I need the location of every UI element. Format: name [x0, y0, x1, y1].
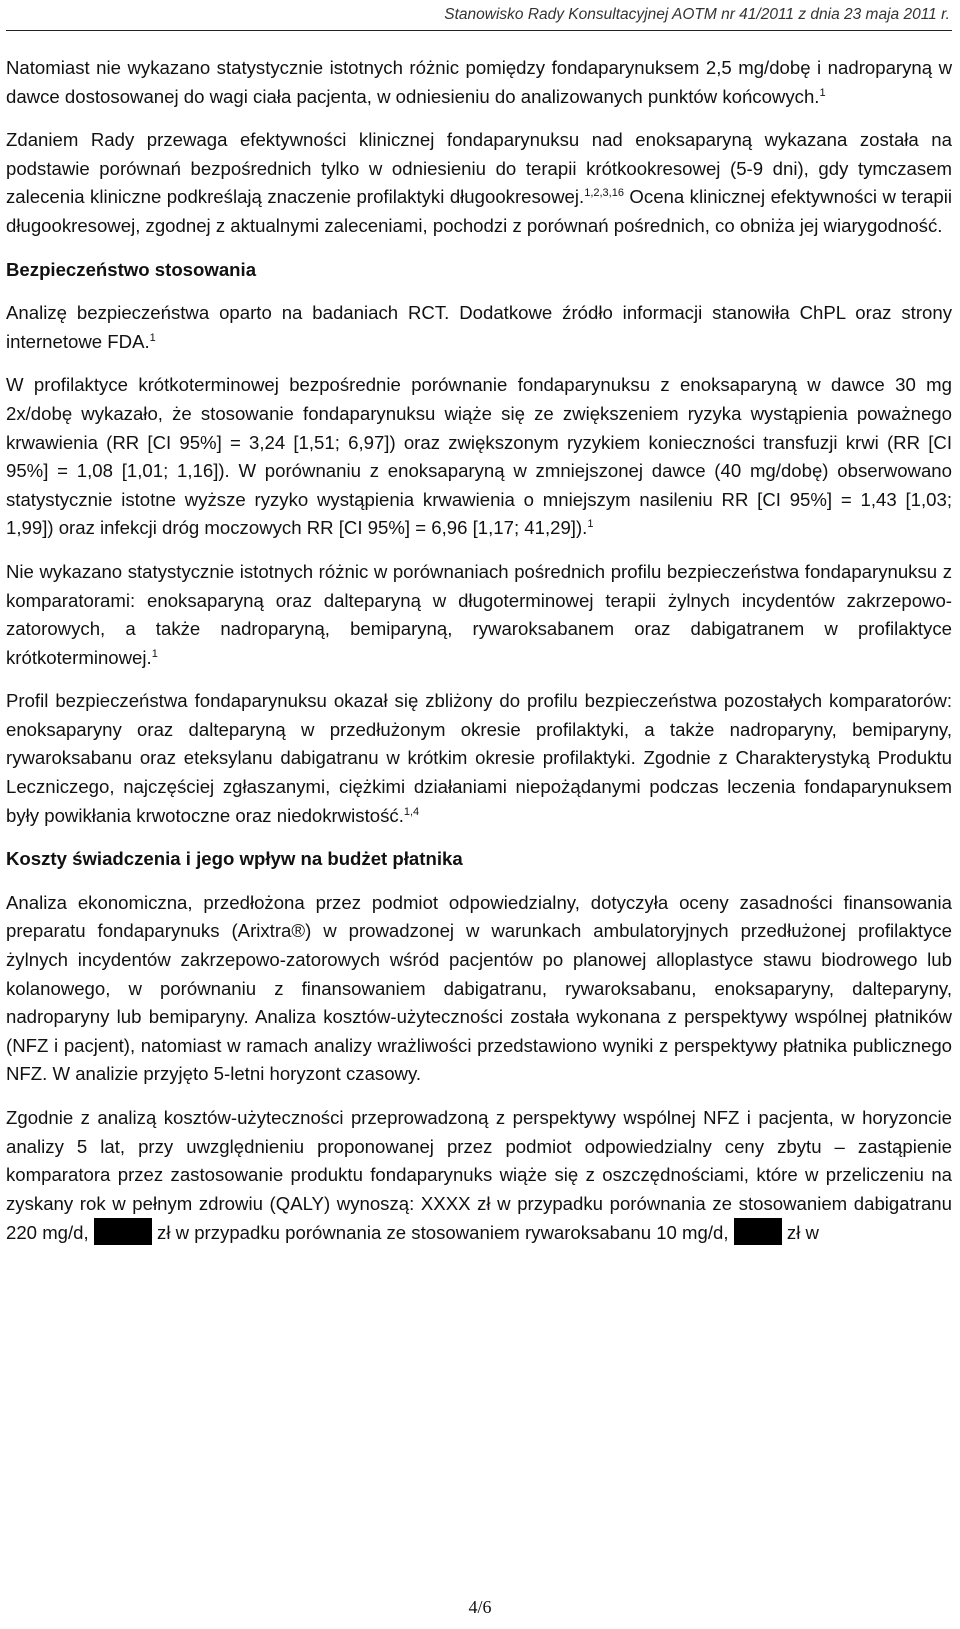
- footnote-ref: 1,4: [403, 805, 420, 818]
- document-body: [6, 54, 952, 1263]
- paragraph-cost-utility: Zgodnie z analizą kosztów-użyteczności przeprowadzoną z perspektywy wspólnej NFZ i pacjenta, w horyzoncie analizy 5 lat, przy uwzględnieniu proponowanej przez podmiot odpowiedzialny ceny zbytu – zastąpienie komparatora przez zastosowanie produktu fondaparynuks wiąże się z oszczędnościami, które w przeliczeniu na zyskany rok w pełnym zdrowiu (QALY) wynoszą: XXXX zł w przypadku porównania ze stosowaniem dabigatranu 220 mg/d, zł w przypadku porównania ze stosowaniem rywaroksabanu 10 mg/d, zł w: [6, 1107, 952, 1244]
- redaction-block: [734, 1218, 782, 1245]
- footnote-ref: 1: [819, 86, 826, 99]
- redaction-block: [94, 1218, 152, 1245]
- header-rule: [6, 30, 952, 31]
- footnote-ref: 1: [151, 647, 158, 660]
- paragraph-economic-analysis: Analiza ekonomiczna, przedłożona przez podmiot odpowiedzialny, dotyczyła oceny zasadności finansowania preparatu fondaparynuks (Arixtra®) w prowadzonej w warunkach ambulatoryjnych przedłużonej profilaktyce żylnych incydentów zakrzepowo-zatorowych wśród pacjentów po planowej alloplastyce stawu biodrowego lub kolanowego, w porównaniu z finansowaniem dabigatranu, rywaroksabanu, enoksaparyny, dalteparyny, nadroparyny lub bemiparyny. Analiza kosztów-użyteczności została wykonana z perspektywy wspólnej płatników (NFZ i pacjent), natomiast w ramach analizy wrażliwości przedstawiono wyniki z perspektywy płatnika publicznego NFZ. W analizie przyjęto 5-letni horyzont czasowy.: [6, 891, 952, 1085]
- section-heading-safety: Bezpieczeństwo stosowania: [6, 258, 257, 280]
- paragraph-safety-profile: Profil bezpieczeństwa fondaparynuksu okazał się zbliżony do profilu bezpieczeństwa pozostałych komparatorów: enoksaparyny oraz dalteparyną w przedłużonym okresie profilaktyki, a także nadroparyny, bemiparyny, rywaroksabanu oraz eteksylanu dabigatranu w krótkim okresie profilaktyki. Zgodnie z Charakterystyką Produktu Leczniczego, najczęściej zgłaszanymi, ciężkimi działaniami niepożądanymi podczas leczenia fondaparynuksem były powikłania krwotoczne oraz niedokrwistość.$^{1,4}$: [6, 690, 952, 826]
- paragraph-council-opinion: Zdaniem Rady przewaga efektywności klinicznej fondaparynuksu nad enoksaparyną wykazana została na podstawie porównań bezpośrednich tylko w odniesieniu do terapii krótkookresowej (5-9 dni), gdy tymczasem zalecenia kliniczne podkreślają znaczenie profilaktyki długookresowej.$^{1,2,3,16}$ Ocena klinicznej efektywności w terapii długookresowej, zgodnej z aktualnymi zaleceniami, pochodzi z porównań pośrednich, co obniża jej wiarygodność.: [6, 129, 953, 236]
- footnote-ref: 1: [149, 331, 156, 344]
- footnote-ref: 1: [587, 518, 594, 531]
- paragraph-safety-sources: Analizę bezpieczeństwa oparto na badaniach RCT. Dodatkowe źródło informacji stanowiła ChPL oraz strony internetowe FDA.$^1$: [6, 302, 952, 352]
- page-number: 4/6: [468, 1597, 492, 1617]
- paragraph-indirect-comparisons: Nie wykazano statystycznie istotnych różnic w porównaniach pośrednich profilu bezpieczeństwa fondaparynuksu z komparatorami: enoksaparyną oraz dalteparyną w długoterminowej terapii żylnych incydentów zakrzepowo-zatorowych, a także nadroparyną, bemiparyną, rywaroksabanem oraz dabigatranem w profilaktyce krótkoterminowej.$^1$: [6, 560, 952, 668]
- section-heading-costs: Koszty świadczenia i jego wpływ na budżet płatnika: [6, 848, 463, 870]
- running-header: Stanowisko Rady Konsultacyjnej AOTM nr 41/2011 z dnia 23 maja 2011 r.: [444, 6, 950, 23]
- paragraph-no-difference: Natomiast nie wykazano statystycznie istotnych różnic pomiędzy fondaparynuksem 2,5 mg/dobę i nadroparyną w dawce dostosowanej do wagi ciała pacjenta, w odniesieniu do analizowanych punktów końcowych.$^1$: [6, 57, 952, 107]
- footnote-ref: 1,2,3,16: [584, 187, 624, 200]
- paragraph-short-term-prophylaxis: W profilaktyce krótkoterminowej bezpośrednie porównanie fondaparynuksu z enoksaparyną w dawce 30 mg 2x/dobę wykazało, że stosowanie fondaparynuksu wiąże się ze zwiększeniem ryzyka wystąpienia poważnego krwawienia (RR [CI 95%] = 3,24 [1,51; 6,97]) oraz zwiększonym ryzykiem konieczności transfuzji krwi (RR [CI 95%] = 1,08 [1,01; 1,16]). W porównaniu z enoksaparyną w zmniejszonej dawce (40 mg/dobę) obserwowano statystycznie istotne wyższe ryzyko wystąpienia krwawienia o mniejszym nasileniu RR [CI 95%] = 1,43 [1,03; 1,99]) oraz infekcji dróg moczowych RR [CI 95%] = 6,96 [1,17; 41,29]).$^1$: [6, 374, 952, 539]
